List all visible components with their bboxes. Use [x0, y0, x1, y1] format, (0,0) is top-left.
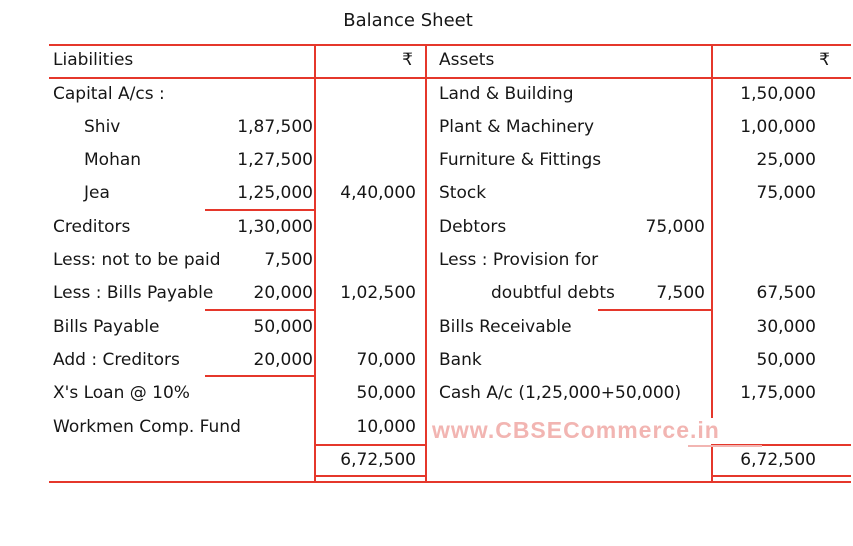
liabilities-amount-divider	[314, 44, 316, 483]
liabilities-row-amount-outer: 4,40,000	[340, 183, 416, 204]
liabilities-row-label: Mohan	[84, 150, 142, 171]
liabilities-row-label: X's Loan @ 10%	[53, 383, 190, 404]
assets-row-label: Furniture & Fittings	[439, 150, 602, 171]
assets-total-bottom-rule	[711, 475, 851, 477]
assets-subtotal-rule	[598, 309, 712, 311]
assets-row-amount-outer: 1,00,000	[740, 116, 816, 137]
assets-amount-divider	[711, 44, 713, 418]
liabilities-row-amount-outer: 70,000	[356, 349, 416, 370]
assets-row-amount-inner: 75,000	[645, 216, 705, 237]
liabilities-total: 6,72,500	[340, 449, 416, 470]
liabilities-row-amount-inner: 20,000	[253, 349, 313, 370]
assets-row-label: Bills Receivable	[439, 316, 572, 337]
liabilities-subtotal-rule	[205, 309, 316, 311]
watermark: www.CBSECommerce.in	[432, 417, 720, 443]
liabilities-row-label: Capital A/cs :	[53, 83, 165, 104]
assets-total: 6,72,500	[740, 449, 816, 470]
liabilities-subtotal-rule	[205, 209, 316, 211]
liabilities-row-amount-inner: 20,000	[253, 283, 313, 304]
center-divider	[425, 44, 427, 483]
table-bottom-rule	[49, 481, 851, 483]
assets-row-amount-outer: 25,000	[756, 150, 816, 171]
liabilities-row-label: Less : Bills Payable	[53, 283, 214, 304]
liabilities-row-label: Jea	[84, 183, 110, 204]
assets-row-amount-inner: 7,500	[656, 283, 705, 304]
header-bottom-rule	[49, 77, 851, 79]
assets-row-amount-outer: 1,75,000	[740, 383, 816, 404]
liabilities-row-amount-inner: 1,87,500	[237, 116, 313, 137]
assets-row-label: Bank	[439, 349, 482, 370]
assets-rupee-symbol: ₹	[819, 50, 830, 70]
table-top-rule	[49, 44, 851, 46]
liabilities-row-amount-inner: 50,000	[253, 316, 313, 337]
liabilities-row-label: Shiv	[84, 116, 121, 137]
assets-row-label: Cash A/c (1,25,000+50,000)	[439, 383, 682, 404]
page-title: Balance Sheet	[343, 10, 473, 31]
liabilities-row-amount-outer: 1,02,500	[340, 283, 416, 304]
assets-row-label: Debtors	[439, 216, 507, 237]
liabilities-row-label: Less: not to be paid	[53, 250, 221, 270]
liabilities-rupee-symbol: ₹	[402, 50, 413, 70]
assets-amount-divider-total	[711, 444, 713, 484]
assets-column-header: Assets	[439, 50, 495, 70]
assets-row-amount-outer: 30,000	[756, 316, 816, 337]
liabilities-row-label: Bills Payable	[53, 316, 160, 337]
assets-row-amount-outer: 1,50,000	[740, 83, 816, 104]
liabilities-row-amount-inner: 1,30,000	[237, 216, 313, 237]
assets-row-label: Stock	[439, 183, 487, 204]
liabilities-row-label: Workmen Comp. Fund	[53, 416, 241, 437]
assets-row-amount-outer: 50,000	[756, 349, 816, 370]
liabilities-column-header: Liabilities	[53, 50, 134, 70]
liabilities-row-amount-outer: 10,000	[356, 416, 416, 437]
liabilities-row-amount-inner: 1,25,000	[237, 183, 313, 204]
liabilities-row-amount-outer: 50,000	[356, 383, 416, 404]
assets-row-label: Less : Provision for	[439, 250, 599, 270]
assets-row-amount-outer: 75,000	[756, 183, 816, 204]
assets-row-label: Land & Building	[439, 83, 574, 104]
liabilities-row-label: Creditors	[53, 216, 131, 237]
assets-row-amount-outer: 67,500	[756, 283, 816, 304]
liabilities-subtotal-rule	[205, 375, 316, 377]
liabilities-row-amount-inner: 7,500	[264, 250, 313, 270]
liabilities-row-amount-inner: 1,27,500	[237, 150, 313, 171]
liabilities-row-label: Add : Creditors	[53, 349, 180, 370]
liabilities-total-top-rule	[314, 444, 427, 446]
assets-row-label: Plant & Machinery	[439, 116, 595, 137]
assets-row-label: doubtful debts	[491, 283, 615, 304]
liabilities-total-bottom-rule	[314, 475, 427, 477]
watermark-underline	[688, 445, 762, 447]
